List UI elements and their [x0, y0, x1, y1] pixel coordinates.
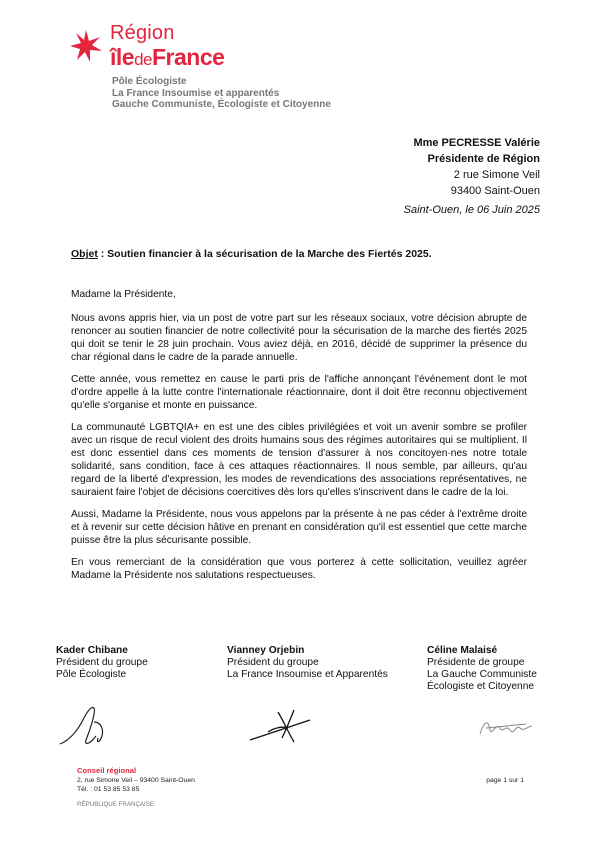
- footer-org: Conseil régional: [77, 766, 137, 775]
- recipient-city: 93400 Saint-Ouen: [450, 185, 540, 197]
- signatory-block: [227, 645, 388, 681]
- footer-phone: Tél. : 01 53 85 53 85: [77, 786, 140, 793]
- logo-de: de: [134, 50, 152, 69]
- date-place: Saint-Ouen, le 06 Juin 2025: [403, 204, 540, 216]
- footer-address: 2, rue Simone Veil – 93400 Saint-Ouen: [77, 777, 195, 784]
- signatory-group: Pôle Écologiste: [56, 669, 127, 680]
- signatory-block: [427, 645, 537, 693]
- region-logo: [68, 22, 258, 72]
- signatory-role: Président du groupe: [56, 657, 148, 668]
- group-name: Pôle Écologiste: [112, 76, 187, 87]
- recipient-street: 2 rue Simone Veil: [453, 169, 540, 181]
- body-paragraph: Aussi, Madame la Présidente, nous vous appelons par la présente à ne pas céder à l'extrême droite et à revenir sur cette décision hâtive en prenant en considération qu'il est essentiel que cette marche puisse être la plus sécurisante possible.: [71, 509, 527, 546]
- signatory-name: Céline Malaisé: [427, 645, 498, 656]
- body-paragraph: La communauté LGBTQIA+ en est une des cibles privilégiées et voit un avenir sombre se profiler avec un risque de recul violent des droits humains sous des régimes autoritaires qui se multiplient. Il est donc essentiel dans ces moments de tension d'assurer à nos concitoyen·nes notre totale solidarité, sans condition, face à ces attaques réactionnaires. Il nous semble, par ailleurs, qu'au regard de la liberté d'expression, les modes de revendications des associations représentatives, ne sauraient faire l'objet de décisions coercitives dès lors qu'elles s'inscrivent dans le cadre de la loi.: [71, 422, 527, 498]
- logo-ile: île: [110, 44, 135, 70]
- signatory-group: Écologiste et Citoyenne: [427, 681, 535, 692]
- subject-text: : Soutien financier à la sécurisation de la Marche des Fiertés 2025.: [97, 248, 432, 260]
- signatory-name: Vianney Orjebin: [227, 645, 305, 656]
- handwritten-signature-1: [56, 700, 116, 750]
- subject-label: Objet: [71, 248, 98, 260]
- star-logo-icon: [68, 28, 104, 64]
- logo-region-text: Région: [110, 22, 175, 44]
- signatory-block: [56, 645, 148, 681]
- body-paragraph: Cette année, vous remettez en cause le parti pris de l'affiche annonçant l'événement dont le mot d'ordre appelle à la lutte contre l'internationale réactionnaire, dont il doit être reconnu objectivement qu'elle s'organise et monte en puissance.: [71, 374, 527, 411]
- logo-france: France: [152, 44, 225, 70]
- recipient-name: Mme PECRESSE Valérie: [413, 137, 540, 149]
- recipient-title: Présidente de Région: [427, 153, 540, 165]
- handwritten-signature-3: [476, 712, 536, 742]
- footer-republic: RÉPUBLIQUE FRANÇAISE: [77, 801, 155, 808]
- body-paragraph: Nous avons appris hier, via un post de votre part sur les réseaux sociaux, votre décision abrupte de renoncer au soutien financier de notre collectivité pour la sécurisation de la marche des fiertés 2025 qui doit se tenir le 28 juin prochain. Vous aviez déjà, en 2016, décidé de supprimer la présence du char régional dans le cadre de la parade annuelle.: [71, 313, 527, 363]
- recipient-address: [413, 135, 540, 199]
- page-number: page 1 sur 1: [486, 777, 524, 784]
- letter-body: [71, 288, 527, 591]
- signatory-role: Président du groupe: [227, 657, 319, 668]
- signatory-group: La Gauche Communiste: [427, 669, 537, 680]
- signatory-role: Présidente de groupe: [427, 657, 525, 668]
- body-paragraph: En vous remerciant de la considération que vous porterez à cette sollicitation, veuillez agréer Madame la Présidente nos salutations respectueuses.: [71, 557, 527, 581]
- salutation: Madame la Présidente,: [71, 289, 176, 300]
- logo-iledefrance-text: [110, 44, 224, 71]
- signatory-group: La France Insoumise et Apparentés: [227, 669, 388, 680]
- group-name: Gauche Communiste, Écologiste et Citoyenne: [112, 99, 331, 110]
- group-name: La France Insoumise et apparentés: [112, 87, 280, 99]
- subject-line: [71, 248, 432, 260]
- group-list: [112, 76, 331, 111]
- signatory-name: Kader Chibane: [56, 645, 128, 656]
- handwritten-signature-2: [248, 706, 312, 746]
- footer-info: [77, 766, 195, 809]
